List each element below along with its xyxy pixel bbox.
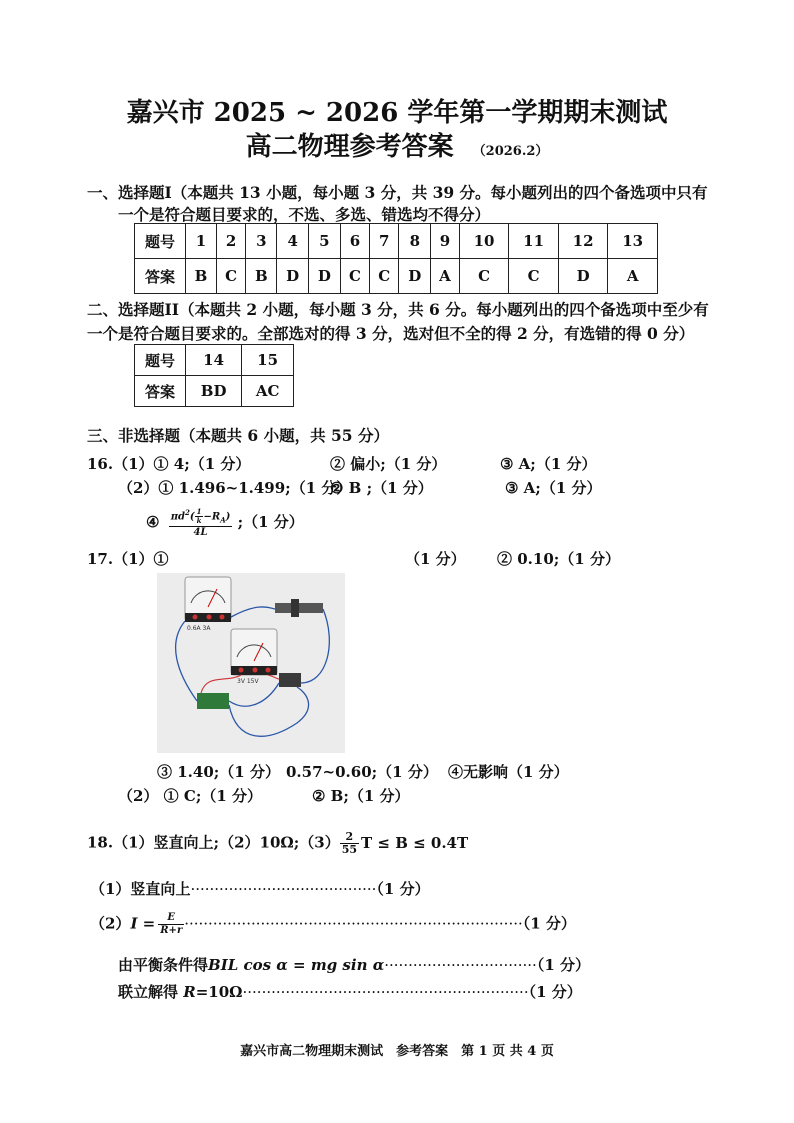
formula-numerator bbox=[169, 507, 233, 527]
q18-step3-value: =10Ω bbox=[195, 983, 243, 1001]
table-row-label: 答案 bbox=[135, 259, 186, 294]
inner-num: 1 bbox=[196, 507, 202, 517]
table-cell: D bbox=[399, 259, 431, 294]
table-cell: 7 bbox=[370, 224, 399, 259]
section3-heading: 三、非选择题（本题共 6 小题，共 55 分） bbox=[87, 426, 389, 445]
table-cell: 4 bbox=[277, 224, 309, 259]
section1-question-row bbox=[135, 224, 658, 259]
table-cell: C bbox=[340, 259, 369, 294]
q18-part2 bbox=[90, 912, 576, 937]
q16-part2-answer2: ② B ;（1 分） bbox=[330, 479, 433, 497]
table-cell: D bbox=[277, 259, 309, 294]
q17-part1-answer1: 17.（1）① bbox=[87, 550, 169, 568]
q16-part1-answer1: 16.（1）① 4;（1 分） bbox=[87, 455, 251, 473]
table-cell: C bbox=[459, 259, 509, 294]
q16-part2-answer1: （2）① 1.496~1.499;（1 分） bbox=[118, 479, 352, 497]
exam-date: （2026.2） bbox=[472, 144, 549, 159]
q18-step3-dots: ···························································· bbox=[242, 983, 529, 1001]
table-row-label: 答案 bbox=[135, 376, 186, 407]
q18-step2-score: （1 分） bbox=[536, 956, 590, 974]
formula-denominator: 4L bbox=[193, 527, 208, 539]
q18-summary-range: T ≤ B ≤ 0.4T bbox=[361, 833, 469, 852]
q17-part2-answer2: ② B;（1 分） bbox=[312, 787, 410, 805]
q18-part2-dots: ······································································· bbox=[184, 914, 523, 933]
section1-answer-table bbox=[134, 223, 658, 294]
q16-part2-answer3: ③ A;（1 分） bbox=[505, 479, 602, 497]
q18-part2-score: （1 分） bbox=[522, 914, 576, 933]
table-cell: 14 bbox=[186, 345, 242, 376]
table-cell: 10 bbox=[459, 224, 509, 259]
q18-part1-dots: ······································· bbox=[190, 880, 377, 898]
q17-part1-answer1-score: （1 分） bbox=[405, 550, 466, 568]
section2-heading-line1: 二、选择题II（本题共 2 小题，每小题 3 分，共 6 分。每小题列出的四个备选项中至少有 bbox=[87, 300, 709, 319]
q18-summary-fraction bbox=[340, 831, 359, 856]
switch-image bbox=[279, 673, 301, 687]
q17-part1-answer2: ② 0.10;（1 分） bbox=[497, 550, 620, 568]
table-cell: C bbox=[370, 259, 399, 294]
subtitle-text: 高二物理参考答案 bbox=[245, 132, 454, 162]
table-row-label: 题号 bbox=[135, 224, 186, 259]
formula-paren-close: ) bbox=[225, 511, 231, 523]
q18-part2-lhs: I = bbox=[130, 914, 156, 933]
table-cell: 12 bbox=[558, 224, 608, 259]
q18-part1-score: （1 分） bbox=[376, 880, 430, 898]
table-cell: C bbox=[216, 259, 245, 294]
section2-question-row bbox=[135, 345, 294, 376]
q18-step2-equation: BIL cos α = mg sin α bbox=[208, 956, 385, 974]
q17-part1-answer4: ④无影响（1 分） bbox=[448, 763, 569, 781]
page-footer: 嘉兴市高二物理期末测试 参考答案 第 1 页 共 4 页 bbox=[240, 1044, 554, 1059]
q16-part2-answer4-score: ;（1 分） bbox=[237, 513, 304, 532]
q16-circle-4: ④ bbox=[146, 513, 160, 532]
formula-sub: A bbox=[220, 515, 226, 525]
q17-part1-answer3b: 0.57~0.60;（1 分） bbox=[286, 763, 438, 781]
table-row-label: 题号 bbox=[135, 345, 186, 376]
q16-part1-answer3: ③ A;（1 分） bbox=[500, 455, 597, 473]
battery-image bbox=[197, 693, 229, 709]
page-subtitle bbox=[0, 126, 794, 163]
table-cell: D bbox=[558, 259, 608, 294]
q18-step3-text: 联立解得 bbox=[118, 983, 184, 1001]
q17-part2-answer1: （2） ① C;（1 分） bbox=[118, 787, 263, 805]
section1-answer-row bbox=[135, 259, 658, 294]
inner-den: k bbox=[196, 516, 202, 526]
circuit-photo-drawing bbox=[157, 573, 345, 753]
table-cell: 3 bbox=[246, 224, 277, 259]
table-cell: 6 bbox=[340, 224, 369, 259]
q18-part2-step3 bbox=[118, 981, 582, 1002]
formula-minus-r: −R bbox=[203, 511, 221, 523]
fraction-num: E bbox=[158, 912, 184, 925]
q17-part1-answer3: ③ 1.40;（1 分） bbox=[157, 763, 280, 781]
section2-answer-row bbox=[135, 376, 294, 407]
fraction-den: 55 bbox=[341, 843, 358, 856]
table-cell: A bbox=[608, 259, 658, 294]
table-cell: 15 bbox=[242, 345, 294, 376]
q18-part1 bbox=[90, 878, 430, 899]
table-cell: BD bbox=[186, 376, 242, 407]
table-cell: 2 bbox=[216, 224, 245, 259]
formula-exp: 2 bbox=[185, 508, 190, 517]
q16-part2-answer4 bbox=[146, 507, 304, 539]
table-cell: B bbox=[186, 259, 217, 294]
q16-formula bbox=[169, 507, 233, 539]
table-cell: 11 bbox=[509, 224, 559, 259]
q18-step3-var: R bbox=[183, 983, 196, 1001]
q18-summary-text: 18.（1）竖直向上;（2）10Ω;（3） bbox=[87, 833, 340, 852]
table-cell: A bbox=[431, 259, 460, 294]
q18-part2-fraction bbox=[158, 912, 184, 937]
voltmeter-label: 3V 15V bbox=[237, 678, 259, 685]
table-cell: AC bbox=[242, 376, 294, 407]
q18-step2-dots: ································ bbox=[384, 956, 537, 974]
ammeter-label: 0.6A 3A bbox=[187, 625, 211, 632]
table-cell: 8 bbox=[399, 224, 431, 259]
q18-part2-step2 bbox=[118, 954, 590, 975]
fraction-den: R+r bbox=[160, 925, 183, 936]
circuit-photo bbox=[157, 573, 345, 753]
section1-heading-line2: 一个是符合题目要求的，不选、多选、错选均不得分） bbox=[118, 205, 491, 224]
q18-part2-label: （2） bbox=[90, 914, 131, 933]
page-title: 嘉兴市 2025 ~ 2026 学年第一学期期末测试 bbox=[126, 98, 668, 128]
q18-summary bbox=[87, 831, 468, 856]
table-cell: 13 bbox=[608, 224, 658, 259]
table-cell: B bbox=[246, 259, 277, 294]
formula-paren: ( bbox=[189, 511, 195, 523]
fraction-num: 2 bbox=[340, 831, 359, 844]
table-cell: 1 bbox=[186, 224, 217, 259]
q16-part1-answer2: ② 偏小;（1 分） bbox=[330, 455, 447, 473]
formula-pi-d: πd bbox=[170, 511, 185, 523]
q18-step2-text: 由平衡条件得 bbox=[118, 956, 209, 974]
section2-answer-table bbox=[134, 344, 294, 407]
table-cell: 5 bbox=[309, 224, 341, 259]
section1-heading-line1: 一、选择题I（本题共 13 小题，每小题 3 分，共 39 分。每小题列出的四个备选项中只有 bbox=[87, 183, 708, 202]
section2-heading-line2: 一个是符合题目要求的。全部选对的得 3 分，选对但不全的得 2 分，有选错的得 0 分） bbox=[87, 324, 695, 343]
q18-step3-score: （1 分） bbox=[528, 983, 582, 1001]
table-cell: C bbox=[509, 259, 559, 294]
table-cell: D bbox=[309, 259, 341, 294]
q18-part1-text: （1）竖直向上 bbox=[90, 880, 191, 898]
table-cell: 9 bbox=[431, 224, 460, 259]
